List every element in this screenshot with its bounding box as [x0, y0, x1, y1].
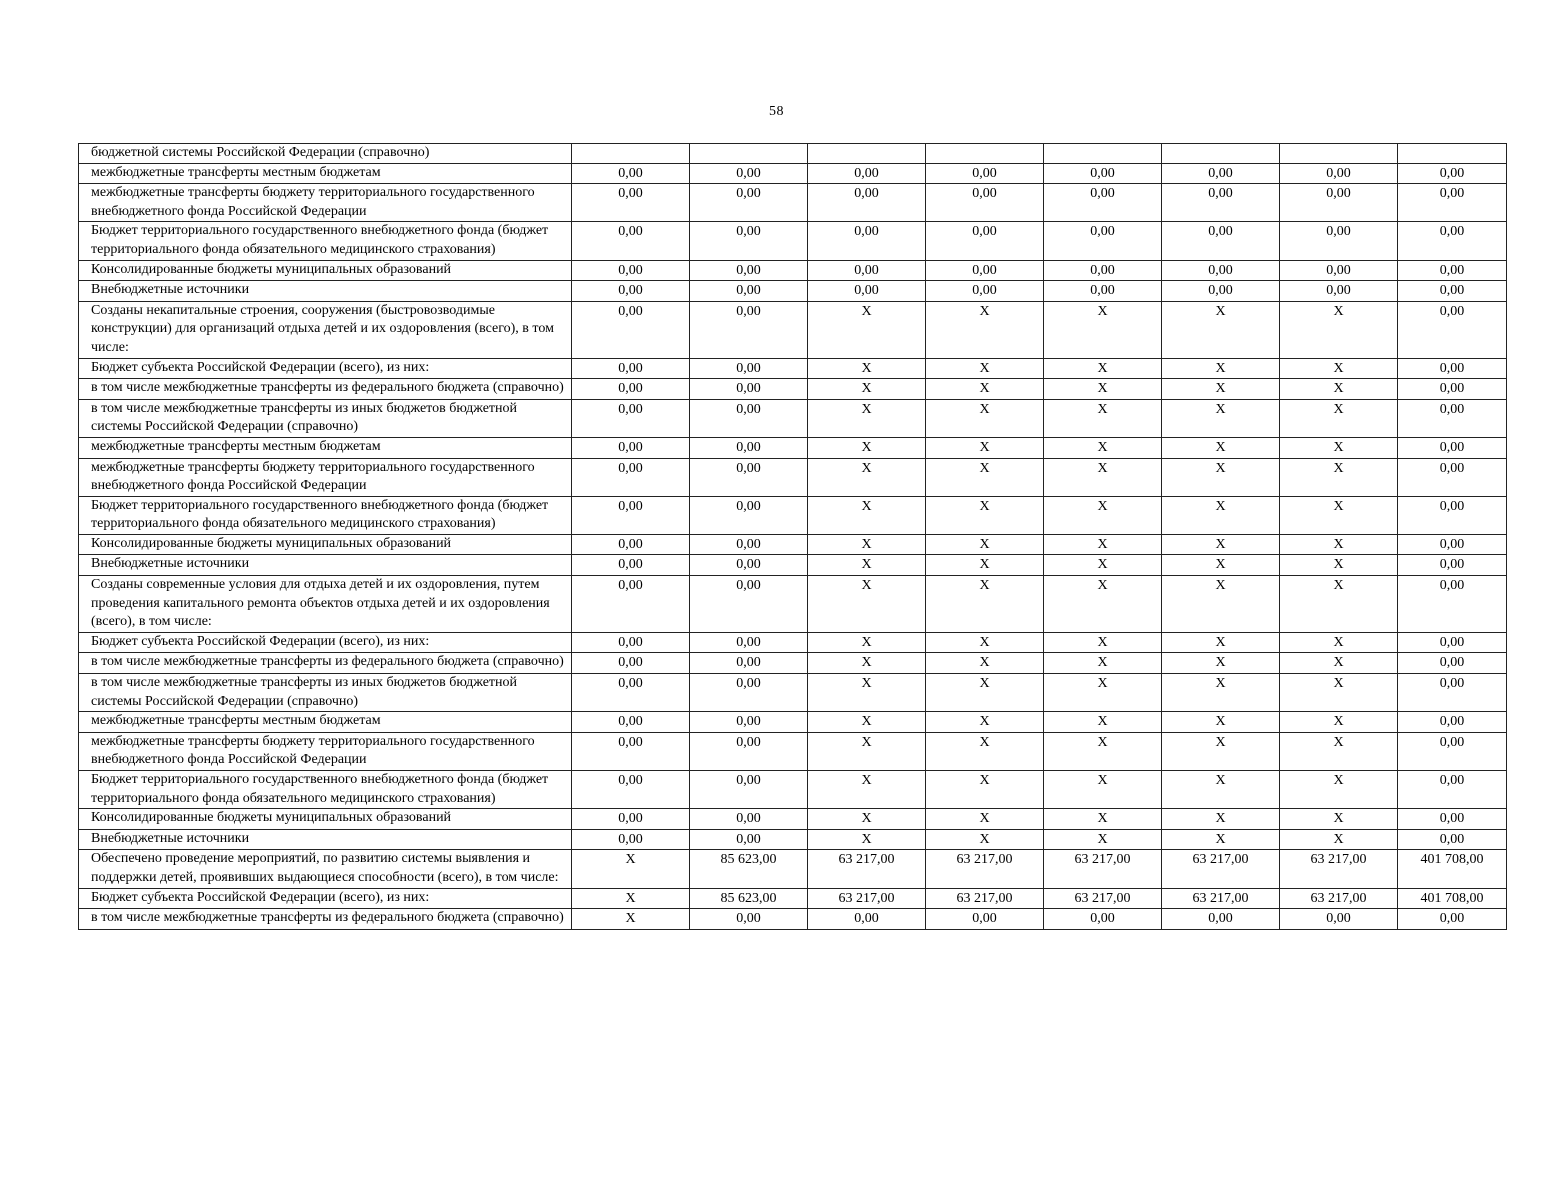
value-cell-5: 0,00: [1044, 260, 1162, 281]
row-label: Внебюджетные источники: [79, 281, 572, 302]
value-cell-4: 0,00: [926, 163, 1044, 184]
value-cell-1: 0,00: [572, 712, 690, 733]
table-row: [79, 534, 1507, 555]
value-cell-7: X: [1280, 301, 1398, 358]
value-cell-2: 0,00: [690, 829, 808, 850]
value-cell-7: 0,00: [1280, 163, 1398, 184]
value-cell-3: X: [808, 809, 926, 830]
value-cell-7: X: [1280, 632, 1398, 653]
value-cell-1: 0,00: [572, 222, 690, 260]
value-cell-7: X: [1280, 399, 1398, 437]
row-label: в том числе межбюджетные трансферты из федерального бюджета (справочно): [79, 379, 572, 400]
value-cell-8: 0,00: [1398, 829, 1507, 850]
table-row: [79, 458, 1507, 496]
value-cell-8: 0,00: [1398, 281, 1507, 302]
value-cell-2: 0,00: [690, 222, 808, 260]
table-row: [79, 888, 1507, 909]
row-label: бюджетной системы Российской Федерации (справочно): [79, 144, 572, 164]
value-cell-5: [1044, 144, 1162, 164]
row-label: Бюджет территориального государственного внебюджетного фонда (бюджет территориального фонда обязательного медицинского страхования): [79, 222, 572, 260]
value-cell-5: X: [1044, 771, 1162, 809]
value-cell-3: 63 217,00: [808, 850, 926, 888]
value-cell-4: X: [926, 632, 1044, 653]
value-cell-4: X: [926, 496, 1044, 534]
value-cell-8: 0,00: [1398, 712, 1507, 733]
value-cell-2: [690, 144, 808, 164]
table-row: [79, 379, 1507, 400]
value-cell-1: [572, 144, 690, 164]
value-cell-7: [1280, 144, 1398, 164]
value-cell-4: X: [926, 555, 1044, 576]
value-cell-3: X: [808, 437, 926, 458]
row-label: межбюджетные трансферты местным бюджетам: [79, 712, 572, 733]
value-cell-6: X: [1162, 771, 1280, 809]
value-cell-2: 0,00: [690, 674, 808, 712]
value-cell-1: 0,00: [572, 534, 690, 555]
value-cell-4: 63 217,00: [926, 850, 1044, 888]
value-cell-5: X: [1044, 496, 1162, 534]
value-cell-4: X: [926, 809, 1044, 830]
value-cell-4: X: [926, 437, 1044, 458]
value-cell-3: X: [808, 458, 926, 496]
value-cell-1: X: [572, 888, 690, 909]
table-row: [79, 301, 1507, 358]
value-cell-1: 0,00: [572, 301, 690, 358]
value-cell-6: X: [1162, 829, 1280, 850]
table-row: [79, 909, 1507, 930]
table-row: [79, 850, 1507, 888]
row-label: Бюджет территориального государственного внебюджетного фонда (бюджет территориального фонда обязательного медицинского страхования): [79, 771, 572, 809]
table-row: [79, 399, 1507, 437]
value-cell-4: 0,00: [926, 184, 1044, 222]
value-cell-7: X: [1280, 809, 1398, 830]
value-cell-7: X: [1280, 358, 1398, 379]
value-cell-8: 0,00: [1398, 260, 1507, 281]
value-cell-5: 0,00: [1044, 909, 1162, 930]
value-cell-7: 0,00: [1280, 281, 1398, 302]
value-cell-7: X: [1280, 653, 1398, 674]
value-cell-6: X: [1162, 555, 1280, 576]
value-cell-2: 0,00: [690, 809, 808, 830]
value-cell-1: 0,00: [572, 809, 690, 830]
value-cell-2: 0,00: [690, 534, 808, 555]
value-cell-8: 0,00: [1398, 358, 1507, 379]
value-cell-7: 63 217,00: [1280, 850, 1398, 888]
value-cell-7: X: [1280, 712, 1398, 733]
value-cell-1: 0,00: [572, 281, 690, 302]
value-cell-4: X: [926, 771, 1044, 809]
value-cell-3: X: [808, 399, 926, 437]
value-cell-5: X: [1044, 437, 1162, 458]
value-cell-1: 0,00: [572, 496, 690, 534]
table-row: [79, 496, 1507, 534]
value-cell-4: 0,00: [926, 260, 1044, 281]
value-cell-3: 63 217,00: [808, 888, 926, 909]
value-cell-2: 0,00: [690, 576, 808, 633]
value-cell-3: X: [808, 732, 926, 770]
value-cell-3: X: [808, 771, 926, 809]
row-label: Созданы современные условия для отдыха детей и их оздоровления, путем проведения капитального ремонта объектов отдыха детей и их оздоровления (всего), в том числе:: [79, 576, 572, 633]
row-label: Внебюджетные источники: [79, 555, 572, 576]
value-cell-3: 0,00: [808, 909, 926, 930]
table-row: [79, 674, 1507, 712]
value-cell-2: 0,00: [690, 555, 808, 576]
value-cell-1: 0,00: [572, 358, 690, 379]
value-cell-4: X: [926, 674, 1044, 712]
row-label: Консолидированные бюджеты муниципальных образований: [79, 534, 572, 555]
value-cell-4: X: [926, 379, 1044, 400]
value-cell-4: X: [926, 358, 1044, 379]
value-cell-7: X: [1280, 771, 1398, 809]
value-cell-8: 0,00: [1398, 437, 1507, 458]
value-cell-3: X: [808, 496, 926, 534]
value-cell-1: 0,00: [572, 163, 690, 184]
value-cell-1: 0,00: [572, 674, 690, 712]
table-row: [79, 144, 1507, 164]
value-cell-2: 0,00: [690, 496, 808, 534]
value-cell-4: X: [926, 301, 1044, 358]
value-cell-6: X: [1162, 399, 1280, 437]
row-label: Бюджет субъекта Российской Федерации (всего), из них:: [79, 888, 572, 909]
value-cell-5: X: [1044, 534, 1162, 555]
value-cell-8: 0,00: [1398, 184, 1507, 222]
value-cell-8: 0,00: [1398, 632, 1507, 653]
value-cell-7: 0,00: [1280, 222, 1398, 260]
row-label: Обеспечено проведение мероприятий, по развитию системы выявления и поддержки детей, проявивших выдающиеся способности (всего), в том числе:: [79, 850, 572, 888]
value-cell-5: X: [1044, 301, 1162, 358]
value-cell-6: 0,00: [1162, 281, 1280, 302]
table-row: [79, 653, 1507, 674]
value-cell-6: X: [1162, 458, 1280, 496]
row-label: в том числе межбюджетные трансферты из иных бюджетов бюджетной системы Российской Федерации (справочно): [79, 399, 572, 437]
value-cell-1: X: [572, 850, 690, 888]
value-cell-2: 0,00: [690, 399, 808, 437]
value-cell-2: 0,00: [690, 301, 808, 358]
value-cell-7: X: [1280, 458, 1398, 496]
value-cell-5: X: [1044, 379, 1162, 400]
value-cell-1: 0,00: [572, 399, 690, 437]
value-cell-1: 0,00: [572, 184, 690, 222]
value-cell-3: X: [808, 555, 926, 576]
value-cell-7: X: [1280, 576, 1398, 633]
value-cell-1: 0,00: [572, 732, 690, 770]
value-cell-4: 0,00: [926, 281, 1044, 302]
value-cell-8: 0,00: [1398, 399, 1507, 437]
value-cell-8: 0,00: [1398, 653, 1507, 674]
value-cell-2: 85 623,00: [690, 888, 808, 909]
value-cell-3: X: [808, 829, 926, 850]
table-row: [79, 632, 1507, 653]
value-cell-6: [1162, 144, 1280, 164]
value-cell-8: [1398, 144, 1507, 164]
budget-table: [78, 143, 1507, 930]
table-row: [79, 358, 1507, 379]
value-cell-6: X: [1162, 674, 1280, 712]
value-cell-8: 0,00: [1398, 222, 1507, 260]
value-cell-3: 0,00: [808, 222, 926, 260]
page-number: 58: [769, 104, 784, 119]
value-cell-2: 0,00: [690, 163, 808, 184]
row-label: межбюджетные трансферты местным бюджетам: [79, 437, 572, 458]
row-label: Созданы некапитальные строения, сооружения (быстровозводимые конструкции) для организаций отдыха детей и их оздоровления (всего), в том числе:: [79, 301, 572, 358]
value-cell-7: 0,00: [1280, 184, 1398, 222]
value-cell-5: X: [1044, 809, 1162, 830]
value-cell-4: X: [926, 458, 1044, 496]
value-cell-4: X: [926, 653, 1044, 674]
table-row: [79, 712, 1507, 733]
value-cell-7: 63 217,00: [1280, 888, 1398, 909]
value-cell-2: 0,00: [690, 358, 808, 379]
value-cell-4: 63 217,00: [926, 888, 1044, 909]
value-cell-5: 0,00: [1044, 184, 1162, 222]
table-row: [79, 184, 1507, 222]
row-label: Бюджет субъекта Российской Федерации (всего), из них:: [79, 358, 572, 379]
value-cell-2: 0,00: [690, 260, 808, 281]
value-cell-3: [808, 144, 926, 164]
value-cell-6: 0,00: [1162, 909, 1280, 930]
value-cell-6: X: [1162, 632, 1280, 653]
value-cell-1: 0,00: [572, 653, 690, 674]
value-cell-2: 0,00: [690, 281, 808, 302]
table-row: [79, 771, 1507, 809]
value-cell-5: X: [1044, 555, 1162, 576]
value-cell-1: 0,00: [572, 555, 690, 576]
table-row: [79, 437, 1507, 458]
value-cell-7: X: [1280, 555, 1398, 576]
value-cell-7: 0,00: [1280, 260, 1398, 281]
value-cell-2: 0,00: [690, 771, 808, 809]
value-cell-4: X: [926, 829, 1044, 850]
value-cell-6: X: [1162, 576, 1280, 633]
value-cell-6: 0,00: [1162, 163, 1280, 184]
value-cell-6: X: [1162, 379, 1280, 400]
value-cell-1: 0,00: [572, 458, 690, 496]
value-cell-6: X: [1162, 437, 1280, 458]
value-cell-6: X: [1162, 496, 1280, 534]
value-cell-4: X: [926, 576, 1044, 633]
value-cell-6: 63 217,00: [1162, 850, 1280, 888]
value-cell-3: X: [808, 301, 926, 358]
value-cell-6: X: [1162, 712, 1280, 733]
table-row: [79, 281, 1507, 302]
value-cell-8: 401 708,00: [1398, 850, 1507, 888]
table-row: [79, 732, 1507, 770]
value-cell-2: 0,00: [690, 632, 808, 653]
value-cell-8: 0,00: [1398, 301, 1507, 358]
value-cell-8: 401 708,00: [1398, 888, 1507, 909]
value-cell-2: 0,00: [690, 437, 808, 458]
value-cell-7: X: [1280, 534, 1398, 555]
row-label: в том числе межбюджетные трансферты из федерального бюджета (справочно): [79, 653, 572, 674]
value-cell-2: 0,00: [690, 653, 808, 674]
value-cell-3: X: [808, 379, 926, 400]
table-row: [79, 260, 1507, 281]
row-label: межбюджетные трансферты бюджету территориального государственного внебюджетного фонда Российской Федерации: [79, 458, 572, 496]
row-label: Бюджет территориального государственного внебюджетного фонда (бюджет территориального фонда обязательного медицинского страхования): [79, 496, 572, 534]
value-cell-5: 63 217,00: [1044, 850, 1162, 888]
value-cell-1: 0,00: [572, 576, 690, 633]
value-cell-6: X: [1162, 358, 1280, 379]
table-row: [79, 829, 1507, 850]
value-cell-1: 0,00: [572, 632, 690, 653]
value-cell-3: X: [808, 653, 926, 674]
row-label: Консолидированные бюджеты муниципальных образований: [79, 260, 572, 281]
value-cell-8: 0,00: [1398, 771, 1507, 809]
value-cell-1: 0,00: [572, 437, 690, 458]
value-cell-1: 0,00: [572, 771, 690, 809]
value-cell-5: X: [1044, 576, 1162, 633]
table-row: [79, 576, 1507, 633]
value-cell-8: 0,00: [1398, 534, 1507, 555]
value-cell-6: X: [1162, 653, 1280, 674]
value-cell-8: 0,00: [1398, 555, 1507, 576]
value-cell-6: 0,00: [1162, 260, 1280, 281]
value-cell-3: X: [808, 576, 926, 633]
value-cell-7: 0,00: [1280, 909, 1398, 930]
row-label: межбюджетные трансферты бюджету территориального государственного внебюджетного фонда Российской Федерации: [79, 732, 572, 770]
value-cell-7: X: [1280, 496, 1398, 534]
value-cell-4: 0,00: [926, 222, 1044, 260]
value-cell-4: X: [926, 732, 1044, 770]
value-cell-3: X: [808, 632, 926, 653]
row-label: межбюджетные трансферты бюджету территориального государственного внебюджетного фонда Российской Федерации: [79, 184, 572, 222]
value-cell-5: X: [1044, 674, 1162, 712]
table-row: [79, 555, 1507, 576]
value-cell-6: X: [1162, 534, 1280, 555]
value-cell-5: 0,00: [1044, 281, 1162, 302]
value-cell-5: 63 217,00: [1044, 888, 1162, 909]
value-cell-5: X: [1044, 458, 1162, 496]
table-row: [79, 222, 1507, 260]
value-cell-5: X: [1044, 653, 1162, 674]
value-cell-6: X: [1162, 809, 1280, 830]
value-cell-7: X: [1280, 829, 1398, 850]
value-cell-6: 63 217,00: [1162, 888, 1280, 909]
row-label: Внебюджетные источники: [79, 829, 572, 850]
row-label: Бюджет субъекта Российской Федерации (всего), из них:: [79, 632, 572, 653]
value-cell-3: X: [808, 674, 926, 712]
value-cell-3: X: [808, 534, 926, 555]
value-cell-3: 0,00: [808, 281, 926, 302]
value-cell-4: X: [926, 712, 1044, 733]
value-cell-2: 0,00: [690, 184, 808, 222]
value-cell-8: 0,00: [1398, 809, 1507, 830]
value-cell-2: 0,00: [690, 458, 808, 496]
row-label: межбюджетные трансферты местным бюджетам: [79, 163, 572, 184]
value-cell-8: 0,00: [1398, 496, 1507, 534]
table-row: [79, 163, 1507, 184]
value-cell-5: 0,00: [1044, 163, 1162, 184]
value-cell-3: 0,00: [808, 163, 926, 184]
value-cell-7: X: [1280, 437, 1398, 458]
value-cell-8: 0,00: [1398, 379, 1507, 400]
value-cell-6: X: [1162, 301, 1280, 358]
value-cell-8: 0,00: [1398, 732, 1507, 770]
value-cell-1: 0,00: [572, 829, 690, 850]
value-cell-5: X: [1044, 732, 1162, 770]
value-cell-8: 0,00: [1398, 458, 1507, 496]
value-cell-3: X: [808, 358, 926, 379]
value-cell-6: 0,00: [1162, 184, 1280, 222]
value-cell-1: X: [572, 909, 690, 930]
value-cell-5: X: [1044, 358, 1162, 379]
value-cell-8: 0,00: [1398, 576, 1507, 633]
value-cell-2: 0,00: [690, 379, 808, 400]
value-cell-7: X: [1280, 674, 1398, 712]
value-cell-5: X: [1044, 829, 1162, 850]
value-cell-4: X: [926, 399, 1044, 437]
value-cell-2: 85 623,00: [690, 850, 808, 888]
table-row: [79, 809, 1507, 830]
value-cell-5: X: [1044, 632, 1162, 653]
value-cell-3: 0,00: [808, 260, 926, 281]
value-cell-3: X: [808, 712, 926, 733]
value-cell-8: 0,00: [1398, 674, 1507, 712]
value-cell-2: 0,00: [690, 712, 808, 733]
value-cell-7: X: [1280, 379, 1398, 400]
table-body: [79, 144, 1507, 930]
value-cell-2: 0,00: [690, 732, 808, 770]
value-cell-6: X: [1162, 732, 1280, 770]
value-cell-6: 0,00: [1162, 222, 1280, 260]
value-cell-4: 0,00: [926, 909, 1044, 930]
value-cell-2: 0,00: [690, 909, 808, 930]
value-cell-5: X: [1044, 399, 1162, 437]
row-label: Консолидированные бюджеты муниципальных образований: [79, 809, 572, 830]
value-cell-7: X: [1280, 732, 1398, 770]
row-label: в том числе межбюджетные трансферты из федерального бюджета (справочно): [79, 909, 572, 930]
value-cell-4: [926, 144, 1044, 164]
value-cell-1: 0,00: [572, 260, 690, 281]
value-cell-4: X: [926, 534, 1044, 555]
value-cell-8: 0,00: [1398, 163, 1507, 184]
value-cell-5: X: [1044, 712, 1162, 733]
value-cell-3: 0,00: [808, 184, 926, 222]
value-cell-1: 0,00: [572, 379, 690, 400]
value-cell-8: 0,00: [1398, 909, 1507, 930]
value-cell-5: 0,00: [1044, 222, 1162, 260]
row-label: в том числе межбюджетные трансферты из иных бюджетов бюджетной системы Российской Федерации (справочно): [79, 674, 572, 712]
